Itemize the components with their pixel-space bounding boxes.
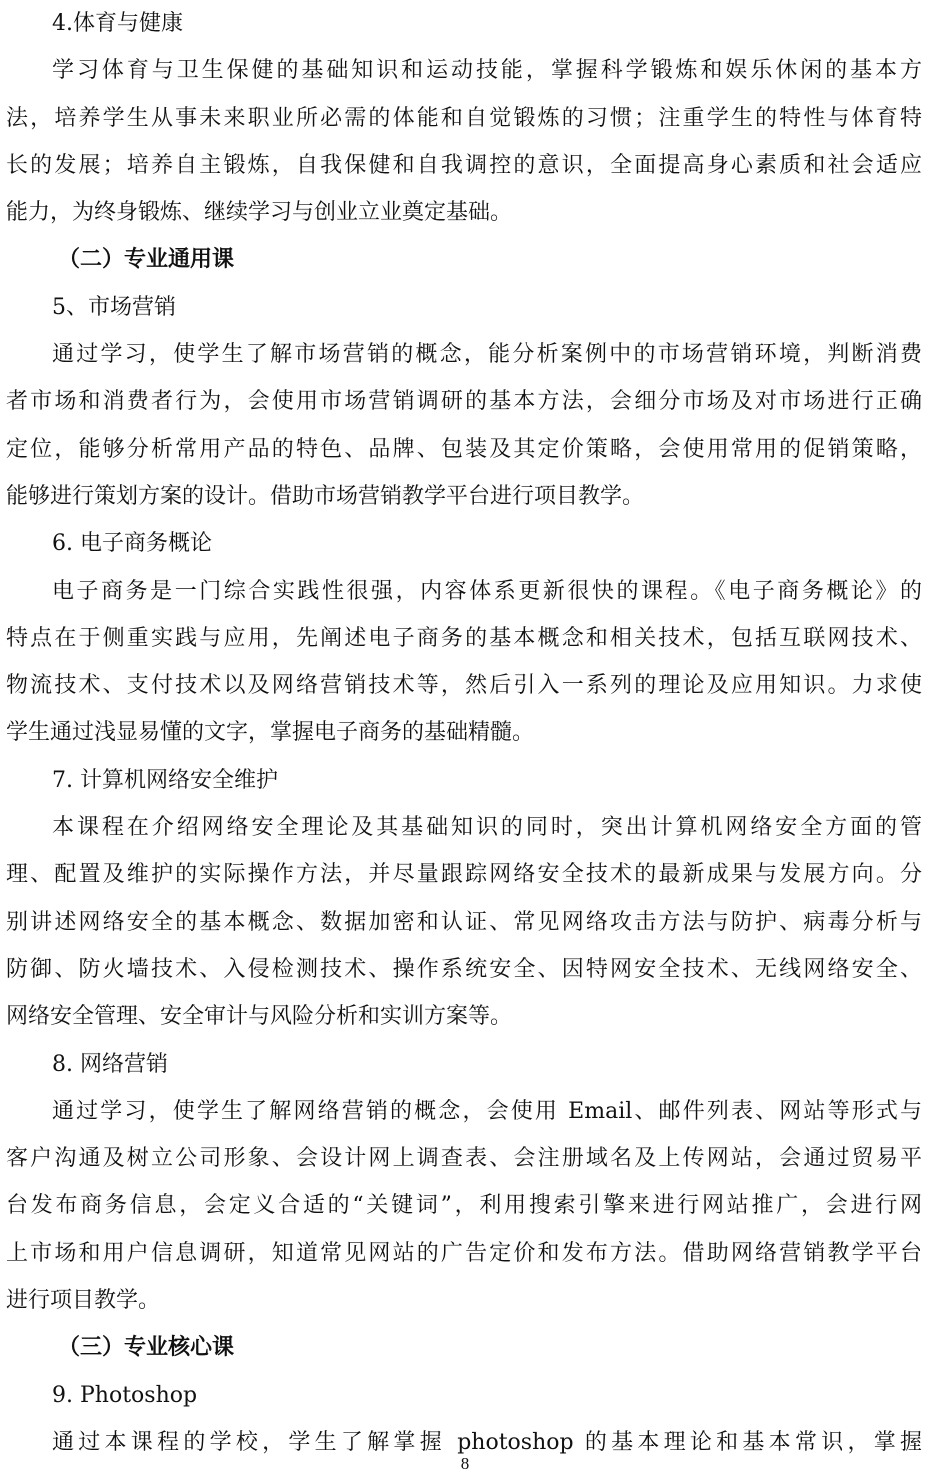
paragraph-line: 网络安全管理、安全审计与风险分析和实训方案等。 (6, 1004, 513, 1030)
course-heading: 6. 电子商务概论 (52, 531, 212, 557)
paragraph-line: 特点在于侧重实践与应用，先阐述电子商务的基本概念和相关技术，包括互联网技术、 (6, 625, 922, 651)
course-heading: 8. 网络营销 (52, 1051, 168, 1077)
paragraph-line: 台发布商务信息，会定义合适的“关键词”，利用搜索引擎来进行网站推广，会进行网 (6, 1193, 922, 1219)
paragraph-line: 理、配置及维护的实际操作方法，并尽量跟踪网络安全技术的最新成果与发展方向。分 (6, 862, 922, 888)
paragraph-line: 能力，为终身锻炼、继续学习与创业立业奠定基础。 (6, 200, 513, 226)
course-heading: 5、市场营销 (52, 294, 176, 320)
paragraph-line: 长的发展；培养自主锻炼，自我保健和自我调控的意识，全面提高身心素质和社会适应 (6, 152, 922, 178)
paragraph-line: 学生通过浅显易懂的文字，掌握电子商务的基础精髓。 (6, 720, 535, 746)
paragraph (6, 47, 922, 236)
paragraph-line: 法，培养学生从事未来职业所必需的体能和自觉锻炼的习惯；注重学生的特性与体育特 (6, 105, 922, 131)
section-heading: （二）专业通用课 (58, 246, 235, 273)
page-number: 8 (460, 1454, 470, 1473)
paragraph (6, 331, 922, 520)
paragraph-line: 能够进行策划方案的设计。借助市场营销教学平台进行项目教学。 (6, 483, 645, 509)
paragraph-line: 电子商务是一门综合实践性很强，内容体系更新很快的课程。《电子商务概论》的 (52, 578, 922, 604)
course-heading: 4.体育与健康 (52, 11, 183, 36)
section-heading: （三）专业核心课 (58, 1334, 235, 1361)
paragraph-line: 通过本课程的学校，学生了解掌握 photoshop 的基本理论和基本常识，掌握 (52, 1429, 922, 1455)
document-body (6, 0, 922, 1466)
paragraph-line: 物流技术、支付技术以及网络营销技术等，然后引入一系列的理论及应用知识。力求使 (6, 673, 922, 699)
paragraph (6, 804, 922, 1040)
course-heading: 9. Photoshop (52, 1382, 198, 1408)
paragraph-line: 定位，能够分析常用产品的特色、品牌、包装及其定价策略，会使用常用的促销策略， (6, 436, 922, 462)
paragraph-line: 别讲述网络安全的基本概念、数据加密和认证、常见网络攻击方法与防护、病毒分析与 (6, 909, 922, 935)
paragraph-line: 通过学习，使学生了解网络营销的概念，会使用 Email、邮件列表、网站等形式与 (52, 1098, 922, 1124)
paragraph-line: 本课程在介绍网络安全理论及其基础知识的同时，突出计算机网络安全方面的管 (52, 815, 922, 841)
paragraph-line: 进行项目教学。 (6, 1288, 161, 1314)
paragraph-line: 学习体育与卫生保健的基础知识和运动技能，掌握科学锻炼和娱乐休闲的基本方 (52, 58, 922, 84)
paragraph-line: 上市场和用户信息调研，知道常见网站的广告定价和发布方法。借助网络营销教学平台 (6, 1240, 922, 1266)
paragraph-line: 防御、防火墙技术、入侵检测技术、操作系统安全、因特网安全技术、无线网络安全、 (6, 956, 922, 982)
course-heading: 7. 计算机网络安全维护 (52, 767, 278, 793)
paragraph-line: 通过学习，使学生了解市场营销的概念，能分析案例中的市场营销环境，判断消费 (52, 342, 922, 368)
paragraph (6, 1088, 922, 1324)
paragraph-line: 客户沟通及树立公司形象、会设计网上调查表、会注册域名及上传网站，会通过贸易平 (6, 1146, 922, 1172)
paragraph-line: 者市场和消费者行为，会使用市场营销调研的基本方法，会细分市场及对市场进行正确 (6, 389, 922, 415)
paragraph (6, 568, 922, 757)
